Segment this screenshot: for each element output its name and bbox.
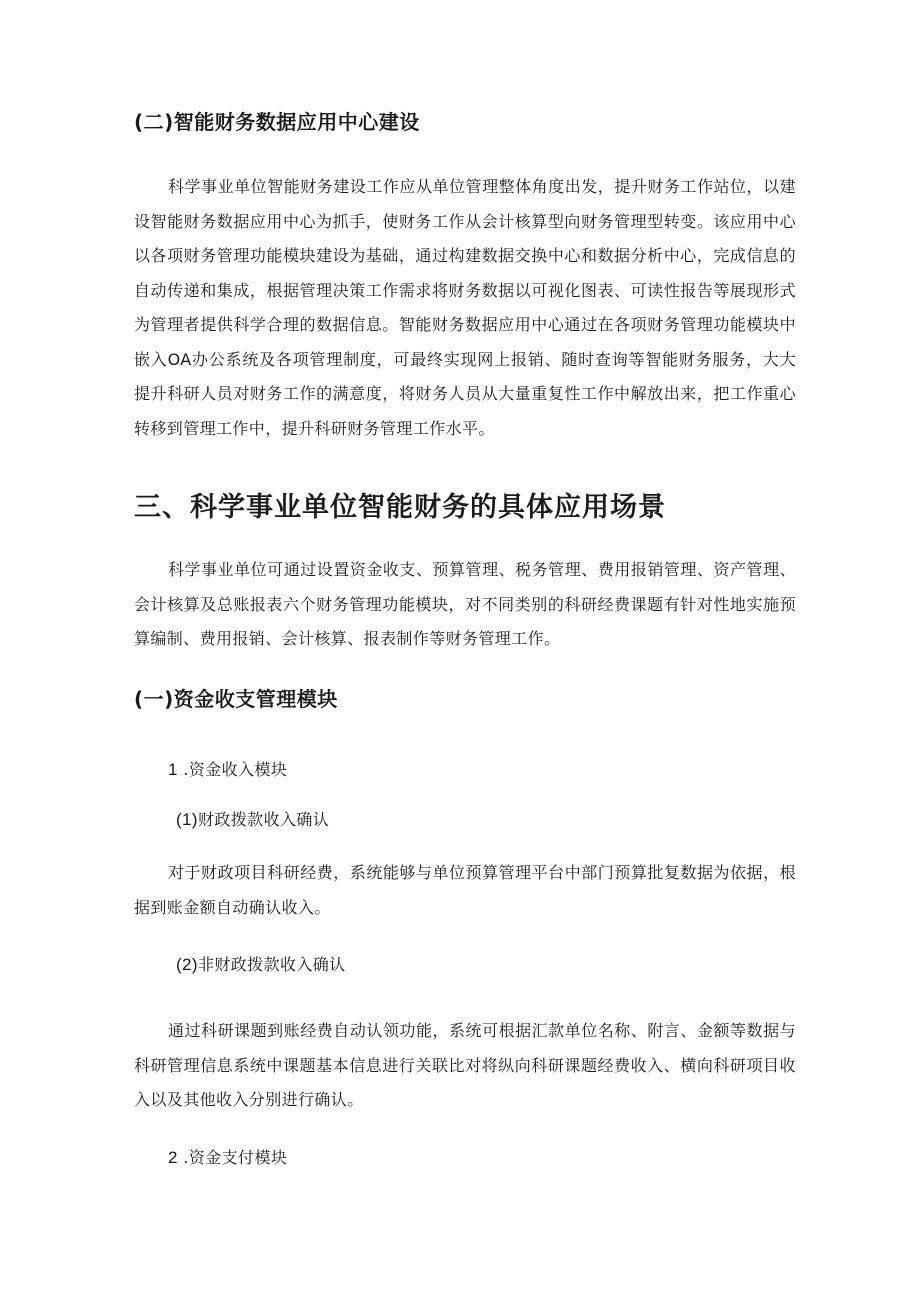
paragraph-modules-overview: 科学事业单位可通过设置资金收支、预算管理、税务管理、费用报销管理、资产管理、会计核算及总账报表六个财务管理功能模块，对不同类别的科研经费课题有针对性地实施预算编制、费用报销、会计核算、报表制作等财务管理工作。 bbox=[134, 560, 796, 648]
section-three-subheading-one: (一)资金收支管理模块 bbox=[134, 687, 338, 711]
list-item-label: 非财政拨款收入确认 bbox=[197, 955, 346, 974]
list-item-nonfiscal-income bbox=[134, 953, 838, 977]
list-item-number: (1) bbox=[176, 810, 198, 829]
list-item-label: .资金支付模块 bbox=[183, 1148, 288, 1167]
paragraph-nonfiscal-income: 通过科研课题到账经费自动认领功能，系统可根据汇款单位名称、附言、金额等数据与科研管理信息系统中课题基本信息进行关联比对将纵向科研课题经费收入、横向科研项目收入以及其他收入分别进行确认。 bbox=[134, 1021, 796, 1109]
paragraph-fiscal-income: 对于财政项目科研经费，系统能够与单位预算管理平台中部门预算批复数据为依据，根据到账金额自动确认收入。 bbox=[134, 863, 796, 917]
list-item-number: 2 bbox=[168, 1148, 178, 1167]
section-two-subheading: (二)智能财务数据应用中心建设 bbox=[134, 110, 420, 134]
list-item-label: 财政拨款收入确认 bbox=[197, 810, 330, 829]
list-item-fund-payment bbox=[134, 1146, 830, 1170]
list-item-fund-income bbox=[134, 758, 830, 782]
list-item-number: 1 bbox=[168, 760, 178, 779]
list-item-label: .资金收入模块 bbox=[183, 760, 288, 779]
section-three-heading: 三、科学事业单位智能财务的具体应用场景 bbox=[134, 492, 666, 523]
list-item-number: (2) bbox=[176, 955, 198, 974]
paragraph-smart-finance-center: 科学事业单位智能财务建设工作应从单位管理整体角度出发，提升财务工作站位，以建设智能财务数据应用中心为抓手，使财务工作从会计核算型向财务管理型转变。该应用中心以各项财务管理功能模块建设为基础，通过构建数据交换中心和数据分析中心，完成信息的自动传递和集成，根据管理决策工作需求将财务数据以可视化图表、可读性报告等展现形式为管理者提供科学合理的数据信息。智能财务数据应用中心通过在各项财务管理功能模块中嵌入OA办公系统及各项管理制度，可最终实现网上报销、随时查询等智能财务服务，大大提升科研人员对财务工作的满意度，将财务人员从大量重复性工作中解放出来，把工作重心转移到管理工作中，提升科研财务管理工作水平。 bbox=[134, 177, 796, 438]
list-item-fiscal-income bbox=[134, 808, 838, 832]
